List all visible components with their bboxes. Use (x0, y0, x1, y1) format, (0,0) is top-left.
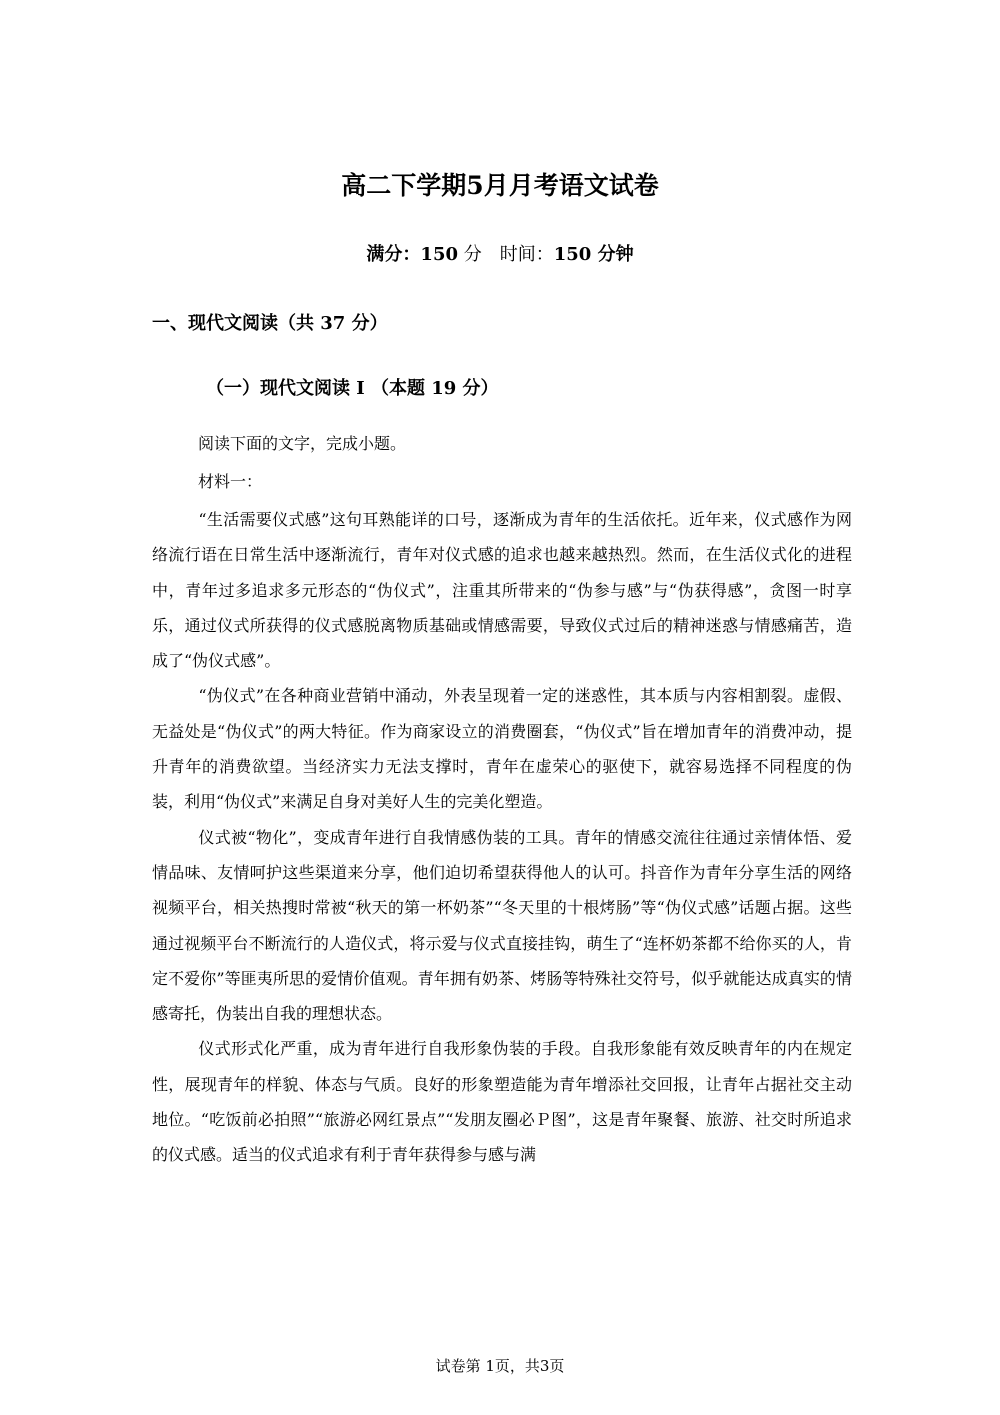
section-heading: 一、现代文阅读（共 37 分） (152, 313, 388, 334)
page-title: 高二下学期5月月考语文试卷 (341, 171, 659, 200)
score-label: 满分： (366, 244, 421, 265)
time-value: 150 分钟 (553, 244, 634, 265)
page-footer: 试卷第 1页，共3页 (435, 1357, 565, 1375)
instruction-text: 阅读下面的文字，完成小题。 (198, 434, 407, 453)
paragraph: “伪仪式”在各种商业营销中涌动，外表呈现着一定的迷惑性，其本质与内容相割裂。虚假、无益处是“伪仪式”的两大特征。作为商家设立的消费圈套，“伪仪式”旨在增加青年的消费冲动，提升青年的消费欲望。当经济实力无法支撑时，青年在虚荣心的驱使下，就容易选择不同程度的伪装，利用“伪仪式”来满足自身对美好人生的完美化塑造。 (152, 686, 852, 812)
material-label: 材料一： (198, 472, 263, 491)
score-value: 150 (420, 244, 458, 265)
paragraph: “生活需要仪式感”这句耳熟能详的口号，逐渐成为青年的生活依托。近年来，仪式感作为网络流行语在日常生活中逐渐流行，青年对仪式感的追求也越来越热烈。然而，在生活仪式化的进程中，青年过多追求多元形态的“伪仪式”，注重其所带来的“伪参与感”与“伪获得感”，贪图一时享乐，通过仪式所获得的仪式感脱离物质基础或情感需要，导致仪式过后的精神迷惑与情感痛苦，造成了“伪仪式感”。 (152, 510, 852, 671)
score-unit: 分 (463, 244, 482, 265)
subsection-heading: （一）现代文阅读 I （本题 19 分） (206, 378, 499, 399)
exam-meta (0, 240, 1000, 270)
time-label: 时间： (499, 244, 554, 265)
paragraph: 仪式被“物化”，变成青年进行自我情感伪装的工具。青年的情感交流往往通过亲情体悟、爱情品味、友情呵护这些渠道来分享，他们迫切希望获得他人的认可。抖音作为青年分享生活的网络视频平台，相关热搜时常被“秋天的第一杯奶茶”“冬天里的十根烤肠”等“伪仪式感”话题占据。这些通过视频平台不断流行的人造仪式，将示爱与仪式直接挂钩，萌生了“连杯奶茶都不给你买的人，肯定不爱你”等匪夷所思的爱情价值观。青年拥有奶茶、烤肠等特殊社交符号，似乎就能达成真实的情感寄托，伪装出自我的理想状态。 (152, 827, 852, 1024)
paragraph: 仪式形式化严重，成为青年进行自我形象伪装的手段。自我形象能有效反映青年的内在规定性，展现青年的样貌、体态与气质。良好的形象塑造能为青年增添社交回报，让青年占据社交主动地位。“吃饭前必拍照”“旅游必网红景点”“发朋友圈必Ｐ图”，这是青年聚餐、旅游、社交时所追求的仪式感。适当的仪式追求有利于青年获得参与感与满 (152, 1039, 852, 1165)
reading-passage (152, 502, 852, 1173)
